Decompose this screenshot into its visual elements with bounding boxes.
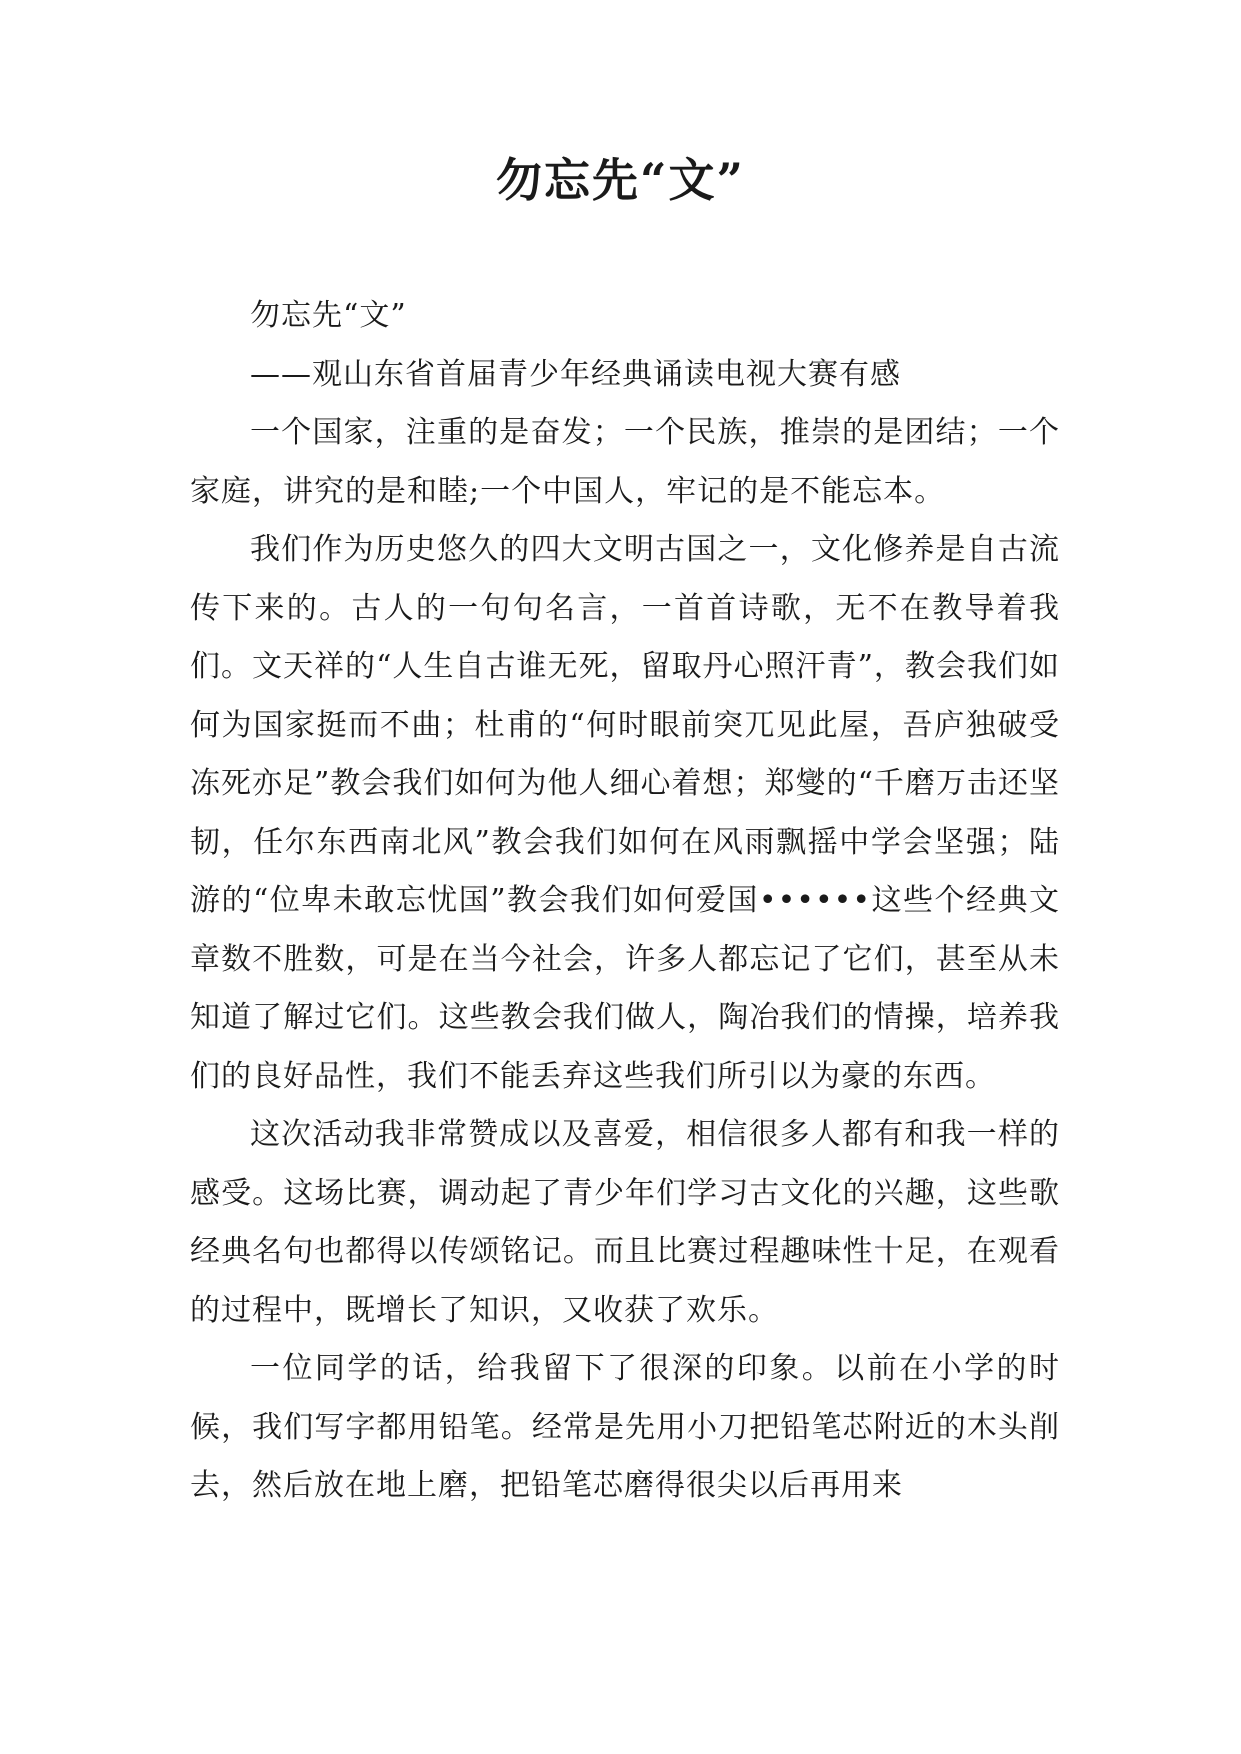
- document-body: [190, 287, 1060, 1516]
- subtitle-line: 勿忘先“文”: [250, 298, 407, 333]
- paragraph-culture: 我们作为历史悠久的四大文明古国之一，文化修养是自古流传下来的。古人的一句句名言，一首首诗歌，无不在教导着我们。文天祥的“人生自古谁无死，留取丹心照汗青”，教会我们如何为国家挺而不曲；杜甫的“何时眼前突兀见此屋，吾庐独破受冻死亦足”教会我们如何为他人细心着想；郑燮的“千磨万击还坚韧，任尔东西南北风”教会我们如何在风雨飘摇中学会坚强；陆游的“位卑未敢忘忧国”教会我们如何爱国••••••这些个经典文章数不胜数，可是在当今社会，许多人都忘记了它们，甚至从未知道了解过它们。这些教会我们做人，陶冶我们的情操，培养我们的良好品性，我们不能丢弃这些我们所引以为豪的东西。: [190, 532, 1060, 1094]
- paragraph-activity: 这次活动我非常赞成以及喜爱，相信很多人都有和我一样的感受。这场比赛，调动起了青少年们学习古文化的兴趣，这些歌经典名句也都得以传颂铭记。而且比赛过程趣味性十足，在观看的过程中，既增长了知识，又收获了欢乐。: [190, 1117, 1060, 1328]
- paragraph-classmate: 一位同学的话，给我留下了很深的印象。以前在小学的时候，我们写字都用铅笔。经常是先用小刀把铅笔芯附近的木头削去，然后放在地上磨，把铅笔芯磨得很尖以后再用来: [190, 1351, 1060, 1503]
- document-title: 勿忘先“文”: [496, 153, 745, 207]
- paragraph-intro: 一个国家，注重的是奋发；一个民族，推崇的是团结；一个家庭，讲究的是和睦;一个中国人，牢记的是不能忘本。: [190, 415, 1060, 509]
- subheading-line: ——观山东省首届青少年经典诵读电视大赛有感: [250, 356, 901, 392]
